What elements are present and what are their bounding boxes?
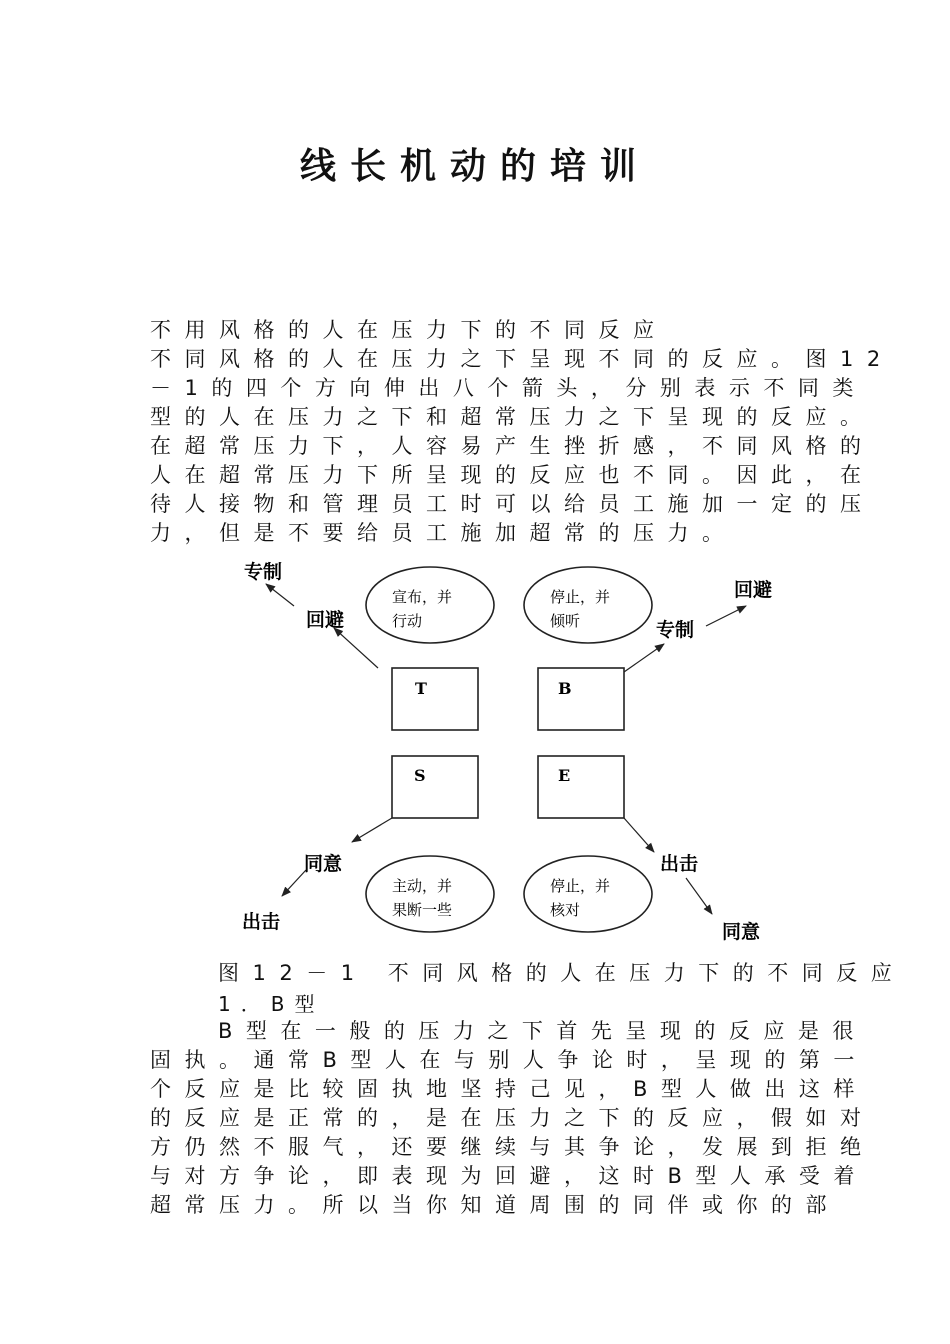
box-s-label: S [414,766,426,785]
arrow-e-first [624,818,654,852]
label-s-second: 出击 [242,911,281,933]
oval-bottom-left-line2: 果断一些 [392,901,453,919]
box-b [538,668,624,730]
label-t-second: 专制 [244,561,283,583]
arrow-e-second [686,878,712,914]
page-title: 线长机动的培训 [299,146,650,187]
figure-caption: 图12－1 不同风格的人在压力下的不同反应 [218,961,906,985]
box-t [392,668,478,730]
intro-line: 在超常压力下，人容易产生挫折感，不同风格的 [150,434,875,458]
label-s-first: 同意 [304,853,343,875]
oval-bottom-right-line1: 停止，并 [550,877,611,895]
oval-top-right-line1: 停止，并 [550,588,611,606]
section-line: B型在一般的压力之下首先呈现的反应是很 [218,1019,867,1043]
oval-bottom-left-line1: 主动，并 [392,877,453,895]
box-s [392,756,478,818]
label-e-first: 出击 [660,853,699,875]
intro-line: 待人接物和管理员工时可以给员工施加一定的压 [150,492,875,516]
arrow-s-second [282,870,306,896]
box-e-label: E [558,766,571,785]
section-line: 与对方争论，即表现为回避，这时B型人承受着 [150,1164,868,1188]
intro-paragraph [150,316,894,548]
box-t-label: T [415,679,427,698]
section-line: 方仍然不服气，还要继续与其争论，发展到拒绝 [150,1135,875,1159]
arrow-b-first [624,644,664,672]
arrow-b-second [706,606,746,626]
intro-line: 不同风格的人在压力之下呈现不同的反应。图12 [150,347,894,371]
intro-line: 力，但是不要给员工施加超常的压力。 [150,521,737,545]
label-b-second: 回避 [734,579,773,601]
intro-heading: 不用风格的人在压力下的不同反应 [150,318,668,342]
section-line: 固执。通常B型人在与别人争论时，呈现的第一 [150,1048,868,1072]
oval-bottom-right-line2: 核对 [550,901,581,919]
section-line: 个反应是比较固执地坚持己见，B型人做出这样 [150,1077,868,1101]
oval-top-right-line2: 倾听 [550,612,581,630]
intro-line: －1的四个方向伸出八个箭头，分别表示不同类 [150,376,867,400]
section-line: 的反应是正常的，是在压力之下的反应，假如对 [150,1106,875,1130]
section-paragraph [150,1017,875,1220]
label-e-second: 同意 [722,921,761,943]
arrow-t-second [266,584,294,606]
arrow-t-first [334,628,378,668]
section-heading: 1．B型 [218,992,325,1016]
intro-line: 型的人在压力之下和超常压力之下呈现的反应。 [150,405,875,429]
label-b-first: 专制 [656,619,695,641]
intro-line: 人在超常压力下所呈现的反应也不同。因此，在 [150,463,875,487]
stress-response-diagram [220,548,790,946]
label-t-first: 回避 [306,609,345,631]
arrow-s-first [352,818,392,842]
oval-top-left-line1: 宣布，并 [392,588,453,606]
box-e [538,756,624,818]
oval-top-left-line2: 行动 [392,612,423,630]
section-line: 超常压力。所以当你知道周围的同伴或你的部 [150,1193,840,1217]
box-b-label: B [558,679,572,698]
